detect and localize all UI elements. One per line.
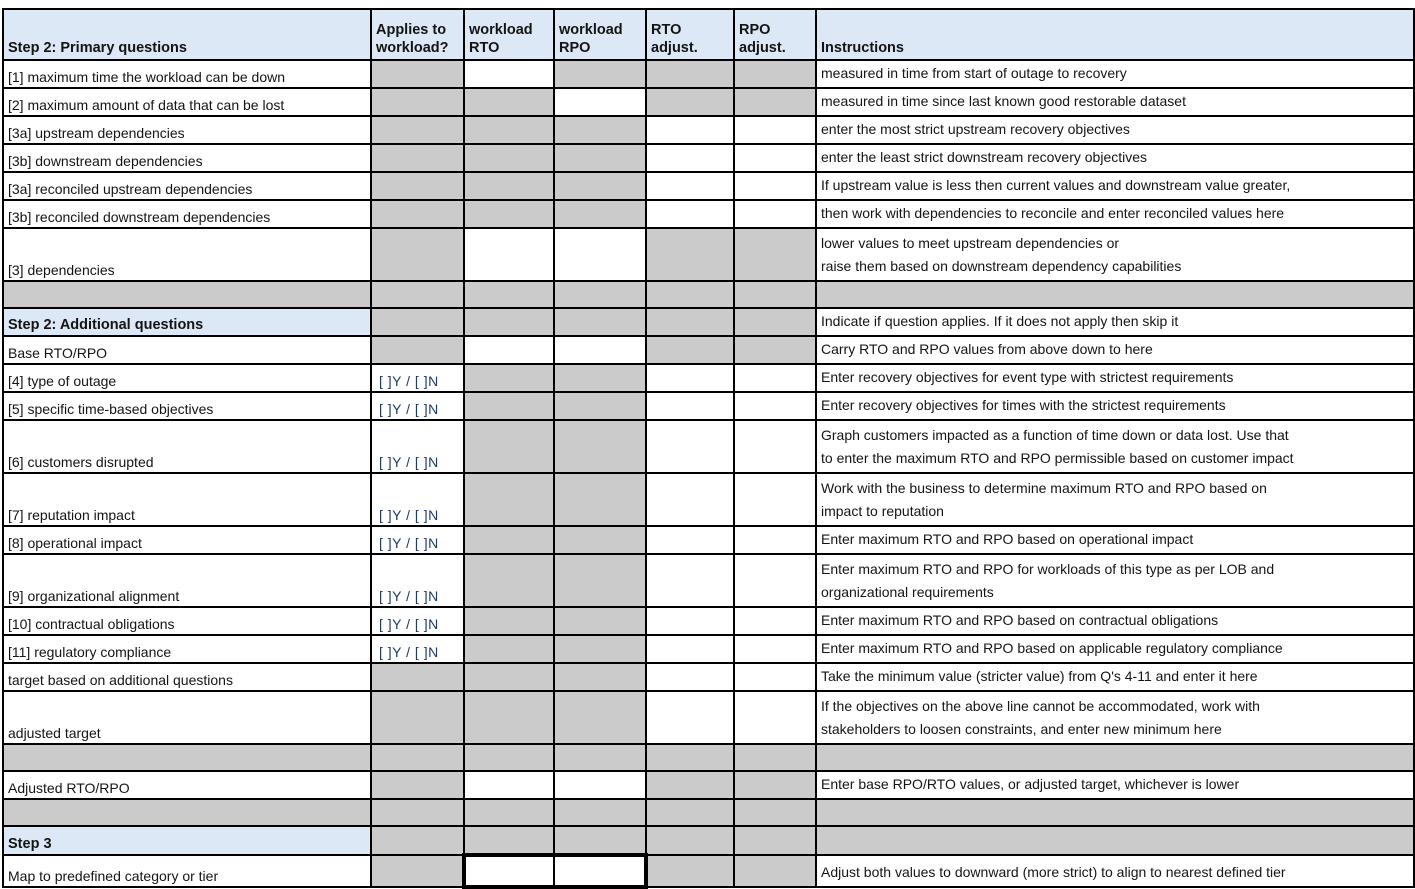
instructions-cell: Enter maximum RTO and RPO based on applicable regulatory compliance <box>816 635 1414 663</box>
workload-rpo-cell[interactable] <box>554 771 646 799</box>
header-rpo-adjust: RPO adjust. <box>734 9 816 60</box>
rto-adjust-cell <box>646 281 734 308</box>
rpo-adjust-cell[interactable] <box>734 607 816 635</box>
workload-rpo-cell <box>554 116 646 144</box>
row-label: [10] contractual obligations <box>3 607 371 635</box>
row-label: [3b] downstream dependencies <box>3 144 371 172</box>
rpo-adjust-cell[interactable] <box>734 200 816 228</box>
row-label: [6] customers disrupted <box>3 420 371 473</box>
worksheet-row <box>3 336 1414 364</box>
rto-adjust-cell <box>646 799 734 826</box>
workload-rpo-cell <box>554 607 646 635</box>
workload-rpo-cell[interactable] <box>554 336 646 364</box>
worksheet-row <box>3 473 1414 526</box>
instructions-cell: enter the least strict downstream recovery objectives <box>816 144 1414 172</box>
worksheet-row <box>3 392 1414 420</box>
rto-adjust-cell[interactable] <box>646 607 734 635</box>
worksheet-row <box>3 607 1414 635</box>
row-label <box>3 799 371 826</box>
applies-cell <box>371 336 464 364</box>
worksheet-row <box>3 663 1414 691</box>
applies-cell <box>371 281 464 308</box>
rto-adjust-cell[interactable] <box>646 172 734 200</box>
rpo-adjust-cell[interactable] <box>734 663 816 691</box>
worksheet-row <box>3 771 1414 799</box>
rto-adjust-cell[interactable] <box>646 526 734 554</box>
worksheet-row <box>3 172 1414 200</box>
workload-rpo-cell <box>554 691 646 744</box>
rto-adjust-cell[interactable] <box>646 663 734 691</box>
row-label: [11] regulatory compliance <box>3 635 371 663</box>
rpo-adjust-cell <box>734 799 816 826</box>
applies-cell <box>371 663 464 691</box>
rpo-adjust-cell <box>734 336 816 364</box>
workload-rpo-cell <box>554 281 646 308</box>
applies-cell <box>371 855 464 887</box>
applies-cell <box>371 228 464 281</box>
rto-adjust-cell <box>646 60 734 88</box>
rto-adjust-cell <box>646 771 734 799</box>
rpo-adjust-cell <box>734 88 816 116</box>
rto-rpo-worksheet-table <box>2 8 1415 889</box>
rpo-adjust-cell[interactable] <box>734 420 816 473</box>
instructions-cell: enter the most strict upstream recovery objectives <box>816 116 1414 144</box>
workload-rpo-cell[interactable] <box>554 88 646 116</box>
instructions-cell: Enter recovery objectives for times with the strictest requirements <box>816 392 1414 420</box>
instructions-cell: measured in time from start of outage to recovery <box>816 60 1414 88</box>
workload-rto-cell <box>464 88 554 116</box>
rpo-adjust-cell[interactable] <box>734 364 816 392</box>
rto-adjust-cell[interactable] <box>646 392 734 420</box>
row-label: [2] maximum amount of data that can be lost <box>3 88 371 116</box>
workload-rpo-cell[interactable] <box>554 855 646 887</box>
row-label <box>3 744 371 771</box>
workload-rpo-cell <box>554 554 646 607</box>
instructions-cell: Enter maximum RTO and RPO for workloads of this type as per LOB and organizational requirements <box>816 554 1414 607</box>
worksheet-row <box>3 144 1414 172</box>
worksheet-row <box>3 554 1414 607</box>
rpo-adjust-cell <box>734 308 816 336</box>
instructions-cell: measured in time since last known good restorable dataset <box>816 88 1414 116</box>
instructions-cell: If the objectives on the above line cannot be accommodated, work with stakeholders to loosen constraints, and enter new minimum here <box>816 691 1414 744</box>
workload-rpo-cell <box>554 473 646 526</box>
workload-rpo-cell <box>554 60 646 88</box>
rto-adjust-cell[interactable] <box>646 635 734 663</box>
applies-cell[interactable]: [ ]Y / [ ]N <box>371 473 464 526</box>
instructions-cell: Take the minimum value (stricter value) from Q's 4-11 and enter it here <box>816 663 1414 691</box>
rpo-adjust-cell[interactable] <box>734 392 816 420</box>
instructions-cell: Enter base RPO/RTO values, or adjusted target, whichever is lower <box>816 771 1414 799</box>
workload-rto-cell <box>464 116 554 144</box>
applies-cell[interactable]: [ ]Y / [ ]N <box>371 526 464 554</box>
worksheet-row <box>3 635 1414 663</box>
workload-rto-cell <box>464 172 554 200</box>
worksheet-row <box>3 826 1414 855</box>
applies-cell[interactable]: [ ]Y / [ ]N <box>371 554 464 607</box>
workload-rto-cell[interactable] <box>464 60 554 88</box>
row-label: Base RTO/RPO <box>3 336 371 364</box>
rpo-adjust-cell[interactable] <box>734 172 816 200</box>
applies-cell <box>371 200 464 228</box>
spacer-row <box>3 281 1414 308</box>
workload-rpo-cell <box>554 200 646 228</box>
rpo-adjust-cell[interactable] <box>734 554 816 607</box>
rto-adjust-cell[interactable] <box>646 554 734 607</box>
workload-rto-cell <box>464 691 554 744</box>
rto-adjust-cell[interactable] <box>646 200 734 228</box>
applies-cell <box>371 799 464 826</box>
workload-rto-cell <box>464 744 554 771</box>
spacer-row <box>3 744 1414 771</box>
workload-rto-cell <box>464 799 554 826</box>
row-label: [5] specific time-based objectives <box>3 392 371 420</box>
rpo-adjust-cell <box>734 281 816 308</box>
rpo-adjust-cell <box>734 771 816 799</box>
workload-rpo-cell <box>554 635 646 663</box>
row-label: [3] dependencies <box>3 228 371 281</box>
header-instructions: Instructions <box>816 9 1414 60</box>
workload-rto-cell[interactable] <box>464 855 554 887</box>
rto-adjust-cell[interactable] <box>646 473 734 526</box>
workload-rpo-cell <box>554 799 646 826</box>
rto-adjust-cell <box>646 308 734 336</box>
workload-rto-cell <box>464 663 554 691</box>
applies-cell <box>371 88 464 116</box>
rto-adjust-cell <box>646 855 734 887</box>
workload-rto-cell <box>464 308 554 336</box>
header-row <box>3 9 1414 60</box>
applies-cell[interactable]: [ ]Y / [ ]N <box>371 635 464 663</box>
row-label: [8] operational impact <box>3 526 371 554</box>
rpo-adjust-cell <box>734 855 816 887</box>
spacer-row <box>3 799 1414 826</box>
workload-rpo-cell <box>554 172 646 200</box>
applies-cell <box>371 144 464 172</box>
worksheet-row <box>3 60 1414 88</box>
rpo-adjust-cell[interactable] <box>734 116 816 144</box>
rto-adjust-cell <box>646 228 734 281</box>
workload-rto-cell <box>464 635 554 663</box>
worksheet-row <box>3 364 1414 392</box>
worksheet-row <box>3 526 1414 554</box>
instructions-cell: lower values to meet upstream dependencies or raise them based on downstream dependency capabilities <box>816 228 1414 281</box>
rto-adjust-cell <box>646 744 734 771</box>
workload-rto-cell <box>464 200 554 228</box>
workload-rpo-cell <box>554 744 646 771</box>
worksheet-row <box>3 200 1414 228</box>
header-applies-to-workload: Applies to workload? <box>371 9 464 60</box>
row-label: [3a] upstream dependencies <box>3 116 371 144</box>
applies-cell <box>371 744 464 771</box>
applies-cell[interactable]: [ ]Y / [ ]N <box>371 392 464 420</box>
applies-cell <box>371 308 464 336</box>
workload-rto-cell[interactable] <box>464 336 554 364</box>
header-workload-rpo: workload RPO <box>554 9 646 60</box>
workload-rpo-cell <box>554 826 646 855</box>
row-label: adjusted target <box>3 691 371 744</box>
workload-rto-cell <box>464 473 554 526</box>
workload-rto-cell <box>464 526 554 554</box>
worksheet-row <box>3 228 1414 281</box>
row-label: [3b] reconciled downstream dependencies <box>3 200 371 228</box>
worksheet-row <box>3 420 1414 473</box>
workload-rto-cell[interactable] <box>464 771 554 799</box>
applies-cell <box>371 172 464 200</box>
workload-rpo-cell <box>554 663 646 691</box>
rto-adjust-cell <box>646 336 734 364</box>
applies-cell[interactable]: [ ]Y / [ ]N <box>371 607 464 635</box>
instructions-cell: Enter maximum RTO and RPO based on operational impact <box>816 526 1414 554</box>
workload-rto-cell <box>464 281 554 308</box>
rto-adjust-cell[interactable] <box>646 364 734 392</box>
applies-cell[interactable]: [ ]Y / [ ]N <box>371 364 464 392</box>
header-rto-adjust: RTO adjust. <box>646 9 734 60</box>
rpo-adjust-cell[interactable] <box>734 473 816 526</box>
rpo-adjust-cell[interactable] <box>734 526 816 554</box>
row-label: Step 3 <box>3 826 371 855</box>
rpo-adjust-cell <box>734 826 816 855</box>
rpo-adjust-cell <box>734 60 816 88</box>
rto-adjust-cell[interactable] <box>646 691 734 744</box>
rto-adjust-cell[interactable] <box>646 116 734 144</box>
row-label: [9] organizational alignment <box>3 554 371 607</box>
worksheet <box>2 8 1413 889</box>
workload-rpo-cell <box>554 364 646 392</box>
instructions-cell: then work with dependencies to reconcile and enter reconciled values here <box>816 200 1414 228</box>
applies-cell <box>371 771 464 799</box>
worksheet-row <box>3 308 1414 336</box>
row-label <box>3 281 371 308</box>
workload-rpo-cell <box>554 392 646 420</box>
workload-rto-cell <box>464 364 554 392</box>
instructions-cell <box>816 281 1414 308</box>
worksheet-row <box>3 855 1414 887</box>
workload-rto-cell <box>464 607 554 635</box>
workload-rto-cell <box>464 420 554 473</box>
workload-rpo-cell <box>554 420 646 473</box>
worksheet-row <box>3 691 1414 744</box>
workload-rto-cell <box>464 392 554 420</box>
header-primary-questions: Step 2: Primary questions <box>3 9 371 60</box>
instructions-cell <box>816 799 1414 826</box>
instructions-cell: Adjust both values to downward (more strict) to align to nearest defined tier <box>816 855 1414 887</box>
row-label: target based on additional questions <box>3 663 371 691</box>
rpo-adjust-cell[interactable] <box>734 635 816 663</box>
row-label: [7] reputation impact <box>3 473 371 526</box>
workload-rpo-cell[interactable] <box>554 228 646 281</box>
instructions-cell: If upstream value is less then current values and downstream value greater, <box>816 172 1414 200</box>
workload-rto-cell <box>464 826 554 855</box>
workload-rpo-cell <box>554 308 646 336</box>
rpo-adjust-cell[interactable] <box>734 691 816 744</box>
instructions-cell: Enter maximum RTO and RPO based on contractual obligations <box>816 607 1414 635</box>
instructions-cell: Carry RTO and RPO values from above down to here <box>816 336 1414 364</box>
workload-rto-cell <box>464 554 554 607</box>
applies-cell <box>371 826 464 855</box>
worksheet-row <box>3 88 1414 116</box>
row-label: [1] maximum time the workload can be down <box>3 60 371 88</box>
worksheet-row <box>3 116 1414 144</box>
row-label: [3a] reconciled upstream dependencies <box>3 172 371 200</box>
row-label: Map to predefined category or tier <box>3 855 371 887</box>
instructions-cell: Work with the business to determine maximum RTO and RPO based on impact to reputation <box>816 473 1414 526</box>
rpo-adjust-cell <box>734 744 816 771</box>
row-label: Step 2: Additional questions <box>3 308 371 336</box>
workload-rto-cell[interactable] <box>464 228 554 281</box>
rto-adjust-cell <box>646 826 734 855</box>
rpo-adjust-cell <box>734 228 816 281</box>
applies-cell <box>371 116 464 144</box>
workload-rpo-cell <box>554 526 646 554</box>
instructions-cell <box>816 744 1414 771</box>
instructions-cell <box>816 826 1414 855</box>
instructions-cell: Graph customers impacted as a function of time down or data lost. Use that to enter the maximum RTO and RPO permissible based on customer impact <box>816 420 1414 473</box>
workload-rto-cell <box>464 144 554 172</box>
instructions-cell: Enter recovery objectives for event type with strictest requirements <box>816 364 1414 392</box>
row-label: [4] type of outage <box>3 364 371 392</box>
applies-cell <box>371 60 464 88</box>
rto-adjust-cell[interactable] <box>646 420 734 473</box>
instructions-cell: Indicate if question applies. If it does not apply then skip it <box>816 308 1414 336</box>
rpo-adjust-cell[interactable] <box>734 144 816 172</box>
rto-adjust-cell <box>646 88 734 116</box>
applies-cell <box>371 691 464 744</box>
header-workload-rto: workload RTO <box>464 9 554 60</box>
workload-rpo-cell <box>554 144 646 172</box>
rto-adjust-cell[interactable] <box>646 144 734 172</box>
row-label: Adjusted RTO/RPO <box>3 771 371 799</box>
applies-cell[interactable]: [ ]Y / [ ]N <box>371 420 464 473</box>
